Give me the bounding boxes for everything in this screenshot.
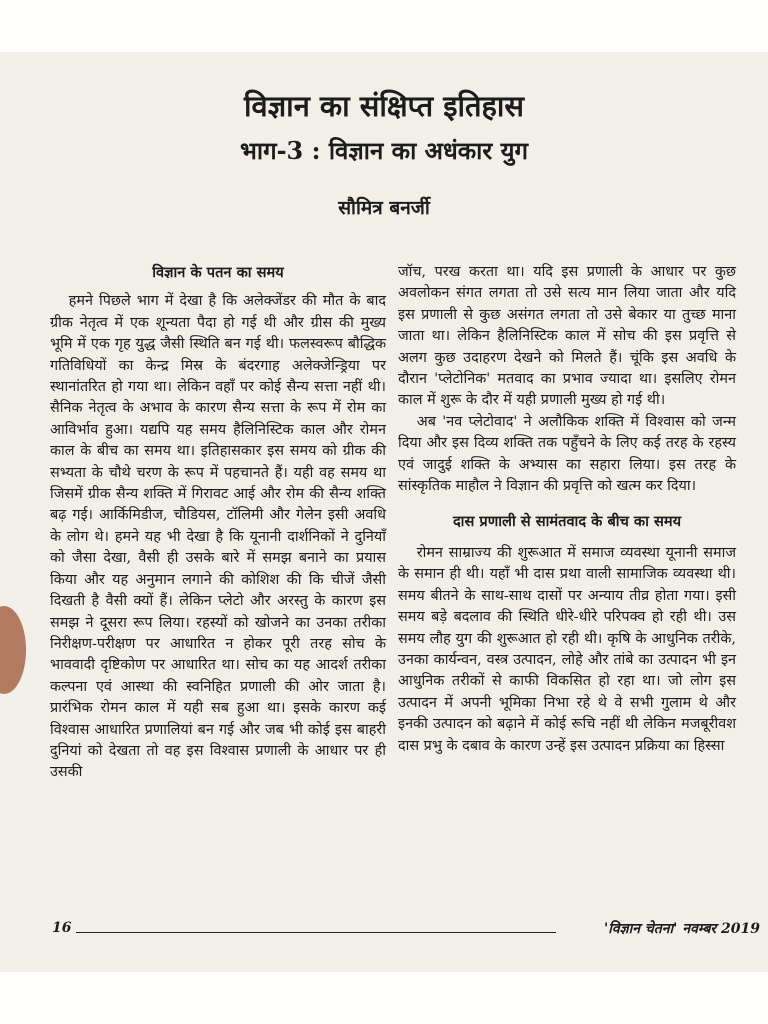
section-heading: दास प्रणाली से सामंतवाद के बीच का समय [452,513,682,531]
magazine-issue: 'विज्ञान चेतना' नवम्बर 2019 [603,921,760,937]
left-column [50,262,386,784]
footer-rule [76,932,556,933]
paragraph: अब 'नव प्लेटोवाद' ने अलौकिक शक्ति में विश्वास को जन्म दिया और इस दिव्य शक्ति तक पहुँचने के लिए कई तरह के रहस्य एवं जादुई शक्ति के अभ्यास का सहारा लिया। इस तरह के सांस्कृतिक माहौल ने विज्ञान की प्रवृत्ति को खत्म कर दिया। [398,413,736,495]
paragraph: जॉच, परख करता था। यदि इस प्रणाली के आधार पर कुछ अवलोकन संगत लगता तो उसे सत्य मान लिया जाता और यदि इस प्रणाली से कुछ असंगत लगता तो उसे बेकार या तुच्छ माना जाता था। लेकिन हैलिनिस्टिक काल में सोच की इस प्रवृत्ति से अलग कुछ उदाहरण देखने को मिलते हैं। चूंकि इस अवधि के दौरान 'प्लेटोनिक' मतवाद का प्रभाव ज्यादा था। इसलिए रोमन काल में शुरू के दौर में यही प्रणाली मुख्य हो गई थी। [398,264,736,409]
paragraph: रोमन साम्राज्य की शुरूआत में समाज व्यवस्था यूनानी समाज के समान ही थी। यहाँ भी दास प्रथा वाली सामाजिक व्यवस्था थी। समय बीतने के साथ-साथ दासों पर अन्याय तीव्र होता गया। इसी समय बड़े बदलाव की स्थिति धीरे-धीरे परिपक्व हो रही थी। उस समय लौह युग की शुरूआत हो रही थी। कृषि के आधुनिक तरीके, उनका कार्यन्वन, वस्त्र उत्पादन, लोहे और तांबे का उत्पादन भी इन आधुनिक तरीकों से काफी विकसित हो रहा था। जो लोग इस उत्पादन में अपनी भूमिका निभा रहे थे वे सभी गुलाम थे और इनकी उत्पादन को बढ़ाने में कोई रूचि नहीं थी लेकिन मजबूरीवश दास प्रभु के दबाव के कारण उन्हें इस उत्पादन प्रक्रिया का हिस्सा [398,544,736,754]
article-subtitle: भाग-3 : विज्ञान का अधंकार युग [239,136,529,165]
right-column [398,262,736,757]
section-heading: विज्ञान के पतन का समय [152,264,284,281]
author-name: सौमित्र बनर्जी [338,197,430,219]
paragraph: हमने पिछले भाग में देखा है कि अलेक्जेंडर की मौत के बाद ग्रीक नेतृत्व में एक शून्यता पैदा हो गई थी और ग्रीस की मुख्य भूमि में एक गृह युद्ध जैसी स्थिति बन गई थी। फलस्वरूप बौद्धिक गतिविधियों का केन्द्र मिस्र के बंदरगाह अलेक्जेन्ड्रिया पर स्थानांतरित हो गया था। लेकिन वहाँ पर कोई सैन्य सत्ता नहीं थी। सैनिक नेतृत्व के अभाव के कारण सैन्य सत्ता के रूप में रोम का आविर्भाव हुआ। यद्यपि यह समय हैलिनिस्टिक काल और रोमन काल के बीच का समय था। इतिहासकार इस समय को ग्रीक की सभ्यता के चौथे चरण के रूप में पहचानते हैं। यही वह समय था जिसमें ग्रीक सैन्य शक्ति में गिरावट आई और रोम की सैन्य शक्ति बढ़ गई। आर्किमिडीज, चौडियस, टॉलिमी और गेलेन इसी अवधि के लोग थे। हमने यह भी देखा है कि यूनानी दार्शनिकों ने दुनियाँ को जैसा देखा, वैसी ही उसके बारे में समझ बनाने का प्रयास किया और यह अनुमान लगाने की कोशिश की कि चीजें जैसी दिखती है वैसी क्यों हैं। लेकिन प्लेटो और अरस्तु के कारण इस समझ ने दूसरा रूप लिया। रहस्यों को खोजने का उनका तरीका निरीक्षण-परीक्षण पर आधारित न होकर पूरी तरह सोच के भाववादी दृष्टिकोण पर आधारित था। सोच का यह आदर्श तरीका कल्पना एवं आस्था की स्वनिहित प्रणाली की ओर जाता है। प्रारंभिक रोमन काल में यही सब हुआ था। इसके कारण कई विश्वास आधारित प्रणालियां बन गई और जब भी कोई इस बाहरी दुनियां को देखता तो वह इस विश्वास प्रणाली के आधार पर ही उसकी [50,293,386,781]
article-title: विज्ञान का संक्षिप्त इतिहास [243,89,525,123]
page-number: 16 [52,920,72,936]
page-footer [52,918,764,942]
